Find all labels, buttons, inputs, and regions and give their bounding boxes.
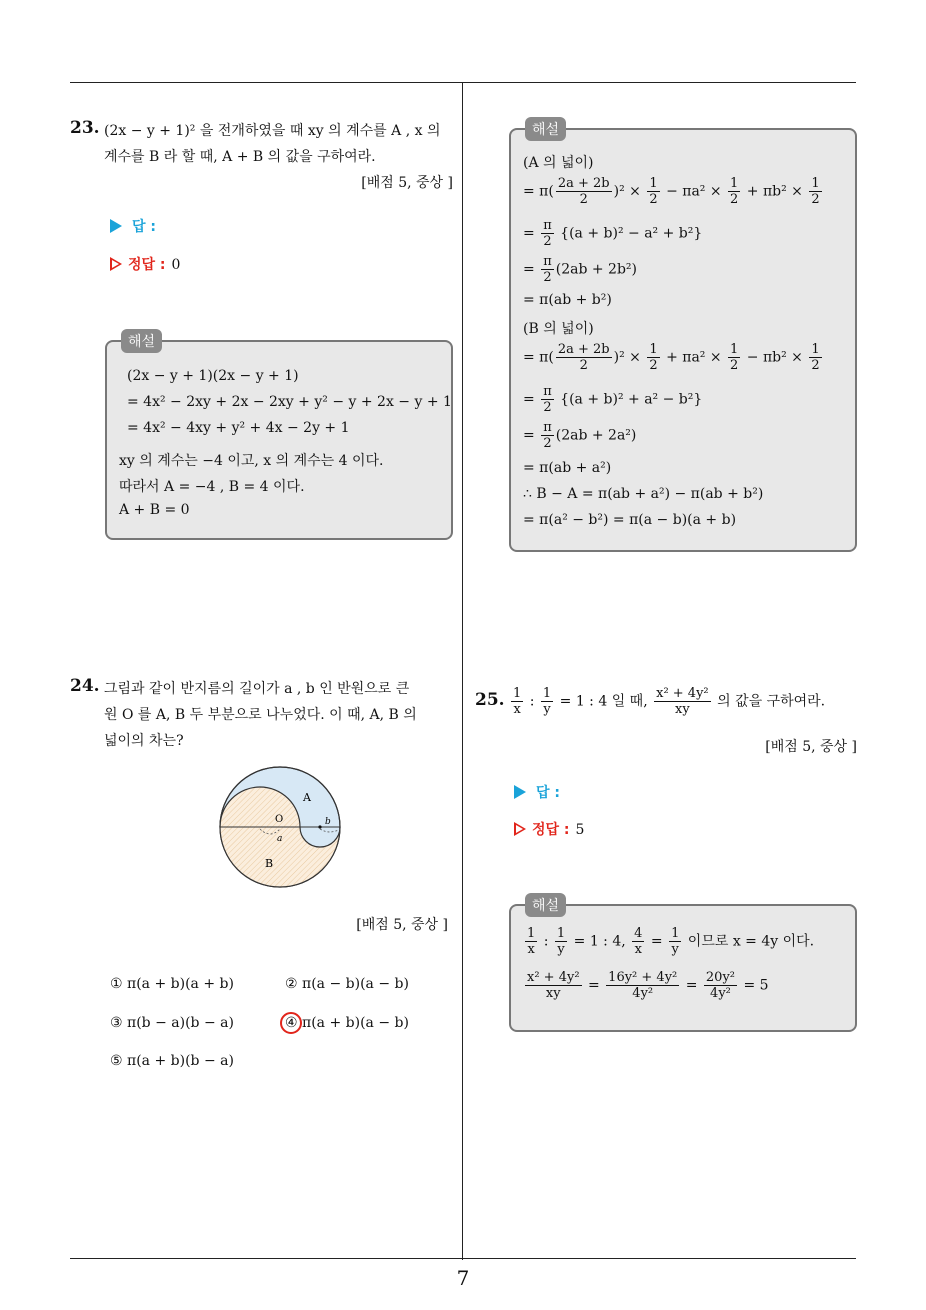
choice-5[interactable]: ⑤ π(a + b)(b − a) bbox=[110, 1053, 234, 1069]
solution-box-24 bbox=[509, 122, 857, 552]
score-label: [배점 5, 중상 ] bbox=[361, 175, 453, 191]
solution-tag: 해설 bbox=[121, 329, 162, 353]
solution-box-25 bbox=[509, 898, 857, 1032]
solution-line: $\frac{\text{x² + 4y²}}{xy}$ = $\frac{\text{16y² + 4y²}}{\text{4y²}}$ = $\frac{\text{20y²}}{\text{4y²}}$ = 5 bbox=[527, 970, 769, 1001]
radius-a-label: a bbox=[277, 834, 283, 844]
bottom-rule bbox=[70, 1258, 856, 1259]
question-text: $\frac{1}{x}$ : $\frac{1}{y}$ = 1 : 4 일 때, $\frac{\text{x² + 4y²}}{xy}$ 의 값을 구하여라. bbox=[513, 686, 826, 717]
choice-2[interactable]: ② π(a − b)(a − b) bbox=[285, 976, 409, 992]
solution-line: A + B = 0 bbox=[119, 502, 190, 518]
question-text: 그림과 같이 반지름의 길이가 a , b 인 반원으로 큰 원 O 를 A, B 두 부분으로 나누었다. 이 때, A, B 의 넓이의 차는? bbox=[104, 681, 417, 749]
correct-answer: 정답 : 5 bbox=[514, 819, 584, 839]
solution-box-23 bbox=[105, 334, 453, 540]
solution-line: xy 의 계수는 −4 이고, x 의 계수는 4 이다. bbox=[119, 453, 384, 469]
score-label: [배점 5, 중상 ] bbox=[356, 917, 448, 933]
question-number: 25. bbox=[475, 690, 505, 710]
solution-line: (2x − y + 1)(2x − y + 1) bbox=[127, 368, 299, 384]
solution-line: 따라서 A = −4 , B = 4 이다. bbox=[119, 479, 305, 495]
question-number: 24. bbox=[70, 676, 100, 696]
region-a-label: A bbox=[303, 791, 311, 804]
outline-triangle-icon bbox=[110, 257, 122, 271]
solution-line: = π( $\frac{2a + 2b}{2}$ )² × $\frac{1}{2}$ − πa² × $\frac{1}{2}$ + πb² × $\frac{1}{2}$ bbox=[523, 176, 820, 207]
solution-tag: 해설 bbox=[525, 117, 566, 141]
play-arrow-icon bbox=[110, 219, 122, 233]
choice-1[interactable]: ① π(a + b)(a + b) bbox=[110, 976, 234, 992]
selected-choice-circle bbox=[280, 1012, 302, 1034]
solution-line: = $\frac{\pi}{2}$ {(a + b)² − a² + b²} bbox=[523, 218, 703, 249]
play-arrow-icon bbox=[514, 785, 526, 799]
region-b-label: B bbox=[265, 857, 274, 870]
solution-line: = π(ab + a²) bbox=[523, 460, 612, 476]
solution-line: = $\frac{\pi}{2}$ (2ab + 2a²) bbox=[523, 420, 637, 451]
score-label: [배점 5, 중상 ] bbox=[765, 739, 857, 755]
solution-line: = 4x² − 4xy + y² + 4x − 2y + 1 bbox=[127, 420, 350, 436]
choice-4[interactable]: ④ π(a + b)(a − b) bbox=[285, 1015, 409, 1031]
choice-3[interactable]: ③ π(b − a)(b − a) bbox=[110, 1015, 234, 1031]
page-number: 7 bbox=[456, 1266, 470, 1290]
outline-triangle-icon bbox=[514, 822, 526, 836]
solution-line: = π( $\frac{2a + 2b}{2}$ )² × $\frac{1}{2}$ + πa² × $\frac{1}{2}$ − πb² × $\frac{1}{2}$ bbox=[523, 342, 820, 373]
solution-line: $\frac{1}{x}$ : $\frac{1}{y}$ = 1 : 4, $\frac{4}{x}$ = $\frac{1}{y}$ 이므로 x = 4y 이다. bbox=[527, 926, 815, 957]
solution-line: = $\frac{\pi}{2}$ (2ab + 2b²) bbox=[523, 254, 637, 285]
column-divider bbox=[462, 82, 463, 1260]
solution-line: (A 의 넓이) bbox=[523, 155, 594, 171]
solution-line: = π(ab + b²) bbox=[523, 292, 612, 308]
solution-line: ∴ B − A = π(ab + a²) − π(ab + b²) bbox=[523, 486, 764, 502]
center-label: O bbox=[275, 814, 284, 825]
top-rule bbox=[70, 82, 856, 83]
solution-line: = π(a² − b²) = π(a − b)(a + b) bbox=[523, 512, 737, 528]
question-number: 23. bbox=[70, 118, 100, 138]
radius-b-label: b bbox=[325, 817, 331, 827]
solution-tag: 해설 bbox=[525, 893, 566, 917]
correct-answer: 정답 : 0 bbox=[110, 254, 180, 274]
solution-line: = $\frac{\pi}{2}$ {(a + b)² + a² − b²} bbox=[523, 384, 703, 415]
question-text: (2x − y + 1)² 을 전개하였을 때 xy 의 계수를 A , x 의 계수를 B 라 할 때, A + B 의 값을 구하여라. bbox=[104, 123, 441, 165]
solution-line: = 4x² − 2xy + 2x − 2xy + y² − y + 2x − y + 1 bbox=[127, 394, 452, 410]
circle-figure bbox=[215, 765, 345, 891]
solution-line: (B 의 넓이) bbox=[523, 321, 594, 337]
answer-label: 답 : bbox=[110, 216, 156, 236]
answer-label: 답 : bbox=[514, 782, 560, 802]
